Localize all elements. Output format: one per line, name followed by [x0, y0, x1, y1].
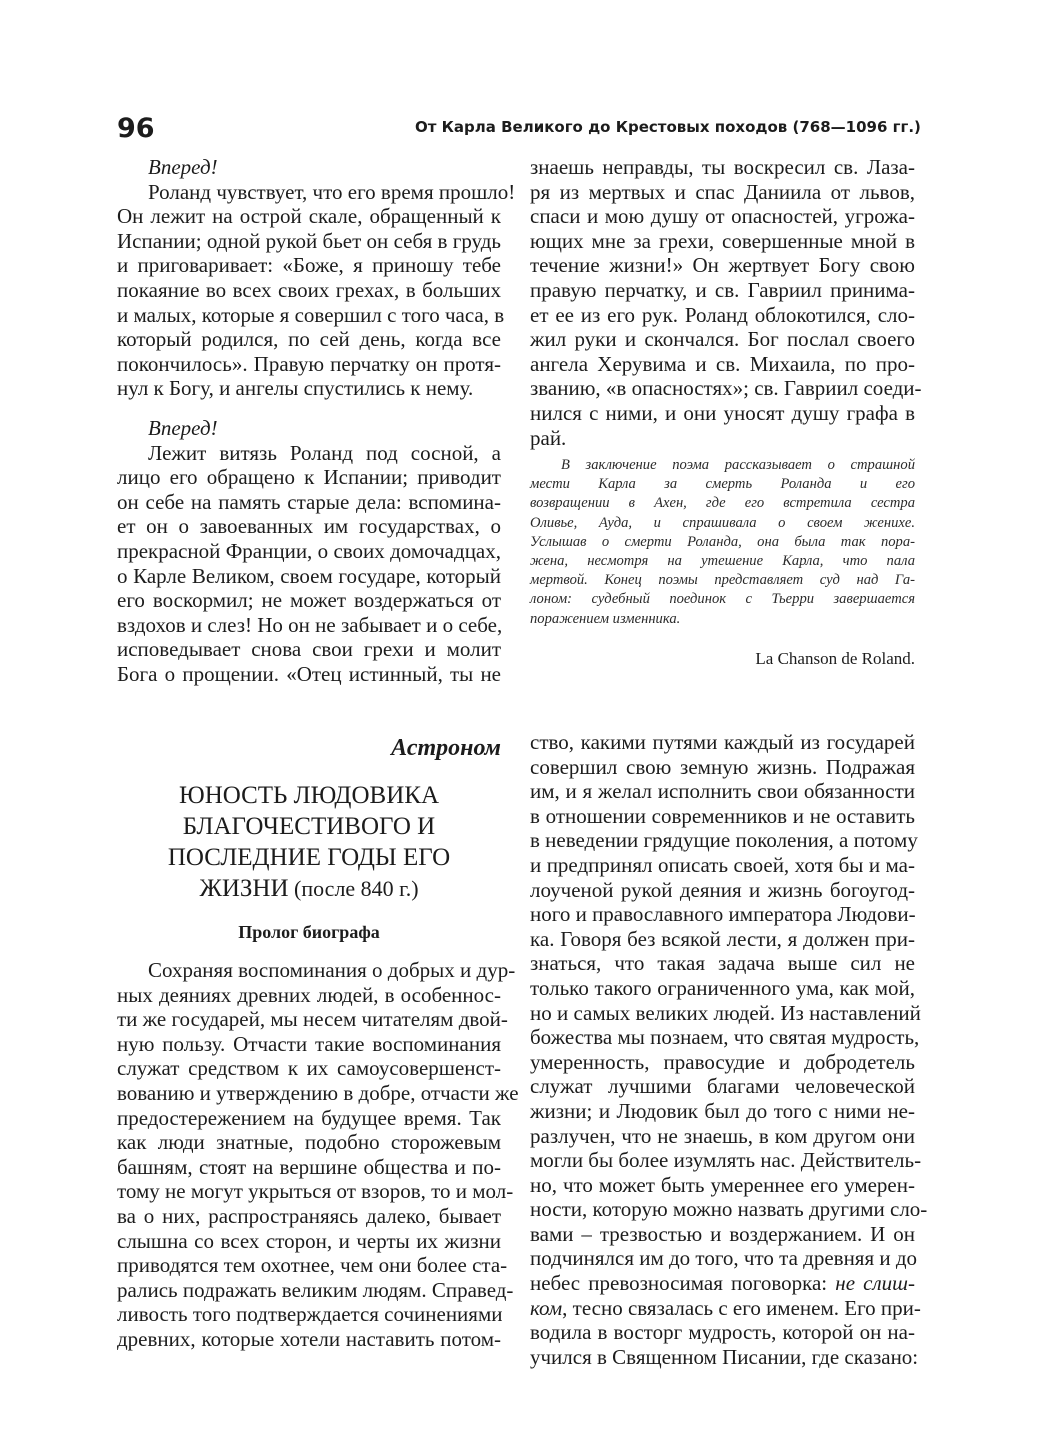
text-line: ство, какими путями каждый из государей: [530, 730, 915, 754]
text-line: только такого ограниченного ума, как мой,: [530, 975, 915, 1000]
text-line: ет он о завоеванных им государствах, о: [117, 514, 501, 539]
text-segment: небес превозносимая поговорка:: [530, 1271, 836, 1296]
text-line: вздохов и слез! Но он не забывает и о себе,: [117, 612, 503, 637]
text-line: жил руки и скончался. Бог послал своего: [530, 327, 915, 352]
chapter-author: Астроном: [391, 735, 501, 761]
text-line: ности, которую можно назвать другими сло-: [530, 1197, 928, 1222]
text-line: спаси и мою душу от опасностей, угрожа-: [530, 204, 915, 229]
source-citation: La Chanson de Roland.: [755, 649, 915, 668]
running-title: От Карла Великого до Крестовых походов (768—1096 гг.): [415, 118, 921, 136]
text-line: званию, «в опасностях»; св. Гавриил соеди-: [530, 376, 922, 401]
text-line: древних, которые хотели наставить потом-: [117, 1326, 501, 1351]
text-line: ющих мне за грехи, совершенные мной в: [530, 228, 915, 253]
page-number: 96: [117, 113, 155, 144]
chapter-title-line: БЛАГОЧЕСТИВОГО И: [182, 813, 436, 840]
text-line: могли бы более изумлять нас. Действитель-: [530, 1148, 922, 1173]
text-line: Роланд чувствует, что его время прошло!: [148, 179, 516, 204]
text-line: подчинялся им до того, что та древняя и до: [530, 1246, 918, 1271]
text-line: вами – трезвостью и воздержанием. И он: [530, 1221, 915, 1246]
text-line: ангела Херувима и св. Михаила, по про-: [530, 351, 915, 376]
text-line: учился в Священном Писании, где сказано:: [530, 1344, 919, 1369]
summary-line: возвращении в Ахен, где его встретила сестра: [530, 495, 915, 512]
text-line: водила в восторг мудрость, которой он на-: [530, 1320, 915, 1345]
text-line: [530, 1271, 915, 1296]
text-line: тому не могут укрыться от взоров, то и мол-: [117, 1179, 514, 1204]
text-line: служат средством к их самоусовершенст-: [117, 1056, 501, 1081]
poem-left-column: [117, 155, 516, 686]
text-line: лицо его обращено к Испании; приводит: [117, 465, 501, 490]
text-line: ливость того подтверждается сочинениями: [117, 1302, 503, 1327]
text-line: его воскормил; не может воздержаться от: [117, 588, 501, 613]
text-line: Испании; одной рукой бьет он себя в грудь: [117, 228, 501, 253]
text-line: слышна со всех сторон, и черты их жизни: [117, 1228, 501, 1253]
summary-line: лоном: судебный поединок с Тьерри завершается: [530, 591, 915, 608]
text-line: знаться, что такая задача выше сил не: [530, 951, 915, 976]
text-line: божества мы познаем, что святая мудрость,: [530, 1025, 920, 1050]
section-heading: Пролог биографа: [238, 922, 380, 942]
chapter-title: [117, 780, 501, 904]
text-line: исповедывает снова свои грехи и молит: [117, 637, 501, 662]
text-line: Лежит витязь Роланд под сосной, а: [148, 440, 501, 465]
text-line: прекрасной Франции, о своих домочадцах,: [117, 538, 501, 563]
text-line: нул к Богу, и ангелы спустились к нему.: [117, 376, 474, 401]
text-line: рай.: [530, 425, 567, 450]
text-line: ного и православного императора Людови-: [530, 902, 916, 927]
summary-line: В заключение поэма рассказывает о страшной: [561, 457, 915, 473]
text-line: ти же государей, мы несем читателям двой-: [117, 1007, 508, 1032]
text-line: лоученой рукой деяния и жизнь богоугод-: [530, 877, 915, 902]
text-line: и приговаривает: «Боже, я приношу тебе: [117, 253, 501, 278]
text-line: [530, 1295, 921, 1321]
summary-line: мертвой. Конец поэмы представляет суд над Га-: [530, 572, 915, 589]
summary-line: Услышав о смерти Роланда, она была так пора-: [530, 533, 915, 550]
prologue-right-column: [530, 730, 928, 1369]
prologue-left-column: [117, 958, 519, 1352]
chapter-title-date: (после 840 г.): [288, 876, 419, 901]
text-line: Бога о прощении. «Отец истинный, ты не: [117, 661, 501, 686]
text-line: но и самых великих людей. Из наставлений: [530, 1000, 921, 1025]
proverb-text: ком: [530, 1295, 563, 1320]
text-line: Он лежит на острой скале, обращенный к: [117, 204, 501, 229]
text-line: покончилось». Правую перчатку он протя-: [117, 351, 501, 376]
text-line: правую перчатку, и св. Гавриил принима-: [530, 277, 915, 302]
chapter-title-line: ПОСЛЕДНИЕ ГОДЫ ЕГО: [167, 844, 451, 871]
text-line: но, что может быть умереннее его умерен-: [530, 1172, 915, 1197]
text-line: совершил свою земную жизнь. Подражая: [530, 754, 915, 779]
text-line: ва о них, распространяясь далеко, бывает: [117, 1203, 501, 1228]
text-line: служат лучшими благами человеческой: [530, 1074, 915, 1099]
poem-summary-note: [530, 456, 915, 629]
text-line: башням, стоят на вершине общества и по-: [117, 1154, 501, 1179]
text-line: Сохраняя воспоминания о добрых и дур-: [148, 958, 516, 982]
text-line: течение жизни!» Он жертвует Богу свою: [530, 253, 915, 278]
text-line: приводятся тем охотнее, чем они более ста-: [117, 1253, 508, 1278]
text-line: ную пользу. Отчасти такие воспоминания: [117, 1031, 501, 1056]
text-line: ет ее из его рук. Роланд облокотился, сло-: [530, 302, 915, 327]
proverb-text: не слиш-: [835, 1271, 915, 1296]
chapter-title-caps: ЖИЗНИ: [199, 875, 289, 902]
text-line: как люди знатные, подобно сторожевым: [117, 1130, 501, 1155]
text-segment: , тесно связалась с его именем. Его при-: [562, 1295, 921, 1320]
summary-line: поражением изменника.: [530, 610, 681, 627]
summary-line: жена, несмотря на утешение Карла, что пала: [530, 553, 915, 570]
text-line: в отношении современников и не оставить: [530, 803, 915, 828]
chapter-title-line: ЮНОСТЬ ЛЮДОВИКА: [179, 782, 439, 809]
text-line: жизни; и Людовик был до того с ними не-: [530, 1098, 915, 1123]
text-line: им, и я желал исполнить свои обязанности: [530, 779, 915, 804]
text-line: он себе на память старые дела: вспомина-: [117, 489, 501, 514]
text-line: разлучен, что не знаешь, в ком другом они: [530, 1123, 915, 1148]
chapter-title-line: [117, 873, 501, 904]
text-line: нился с ними, и они уносят душу графа в: [530, 400, 915, 425]
text-line: о Карле Великом, своем государе, который: [117, 563, 501, 588]
stanza-heading: Вперед!: [148, 155, 218, 179]
text-line: рались подражать великим людям. Справед-: [117, 1277, 514, 1302]
text-line: в неведении грядущие поколения, а потому: [530, 828, 918, 853]
text-line: вованию и утверждению в добре, отчасти же: [117, 1080, 519, 1105]
text-line: и предпринял описать своей, хотя бы и ма-: [530, 852, 915, 877]
text-line: который родился, по сей день, когда все: [117, 327, 501, 352]
text-line: покаяние во всех своих грехах, в больших: [117, 277, 501, 302]
text-line: ка. Говоря без всякой лести, я должен при-: [530, 926, 915, 951]
summary-line: мести Карла за смерть Роланда и его: [530, 476, 915, 493]
text-line: и малых, которые я совершил с того часа, в: [117, 302, 505, 327]
text-line: знаешь неправды, ты воскресил св. Лаза-: [530, 155, 915, 179]
poem-right-column: [530, 155, 922, 450]
text-line: ных деяниях древних людей, в особеннос-: [117, 982, 501, 1007]
text-line: предостережением на будущее время. Так: [117, 1105, 501, 1130]
stanza-heading: Вперед!: [148, 415, 218, 440]
text-line: умеренность, правосудие и добродетель: [530, 1049, 915, 1074]
text-line: ря из мертвых и спас Даниила от львов,: [530, 179, 915, 204]
summary-line: Оливье, Ауда, и спрашивала о своем женихе.: [530, 514, 915, 531]
